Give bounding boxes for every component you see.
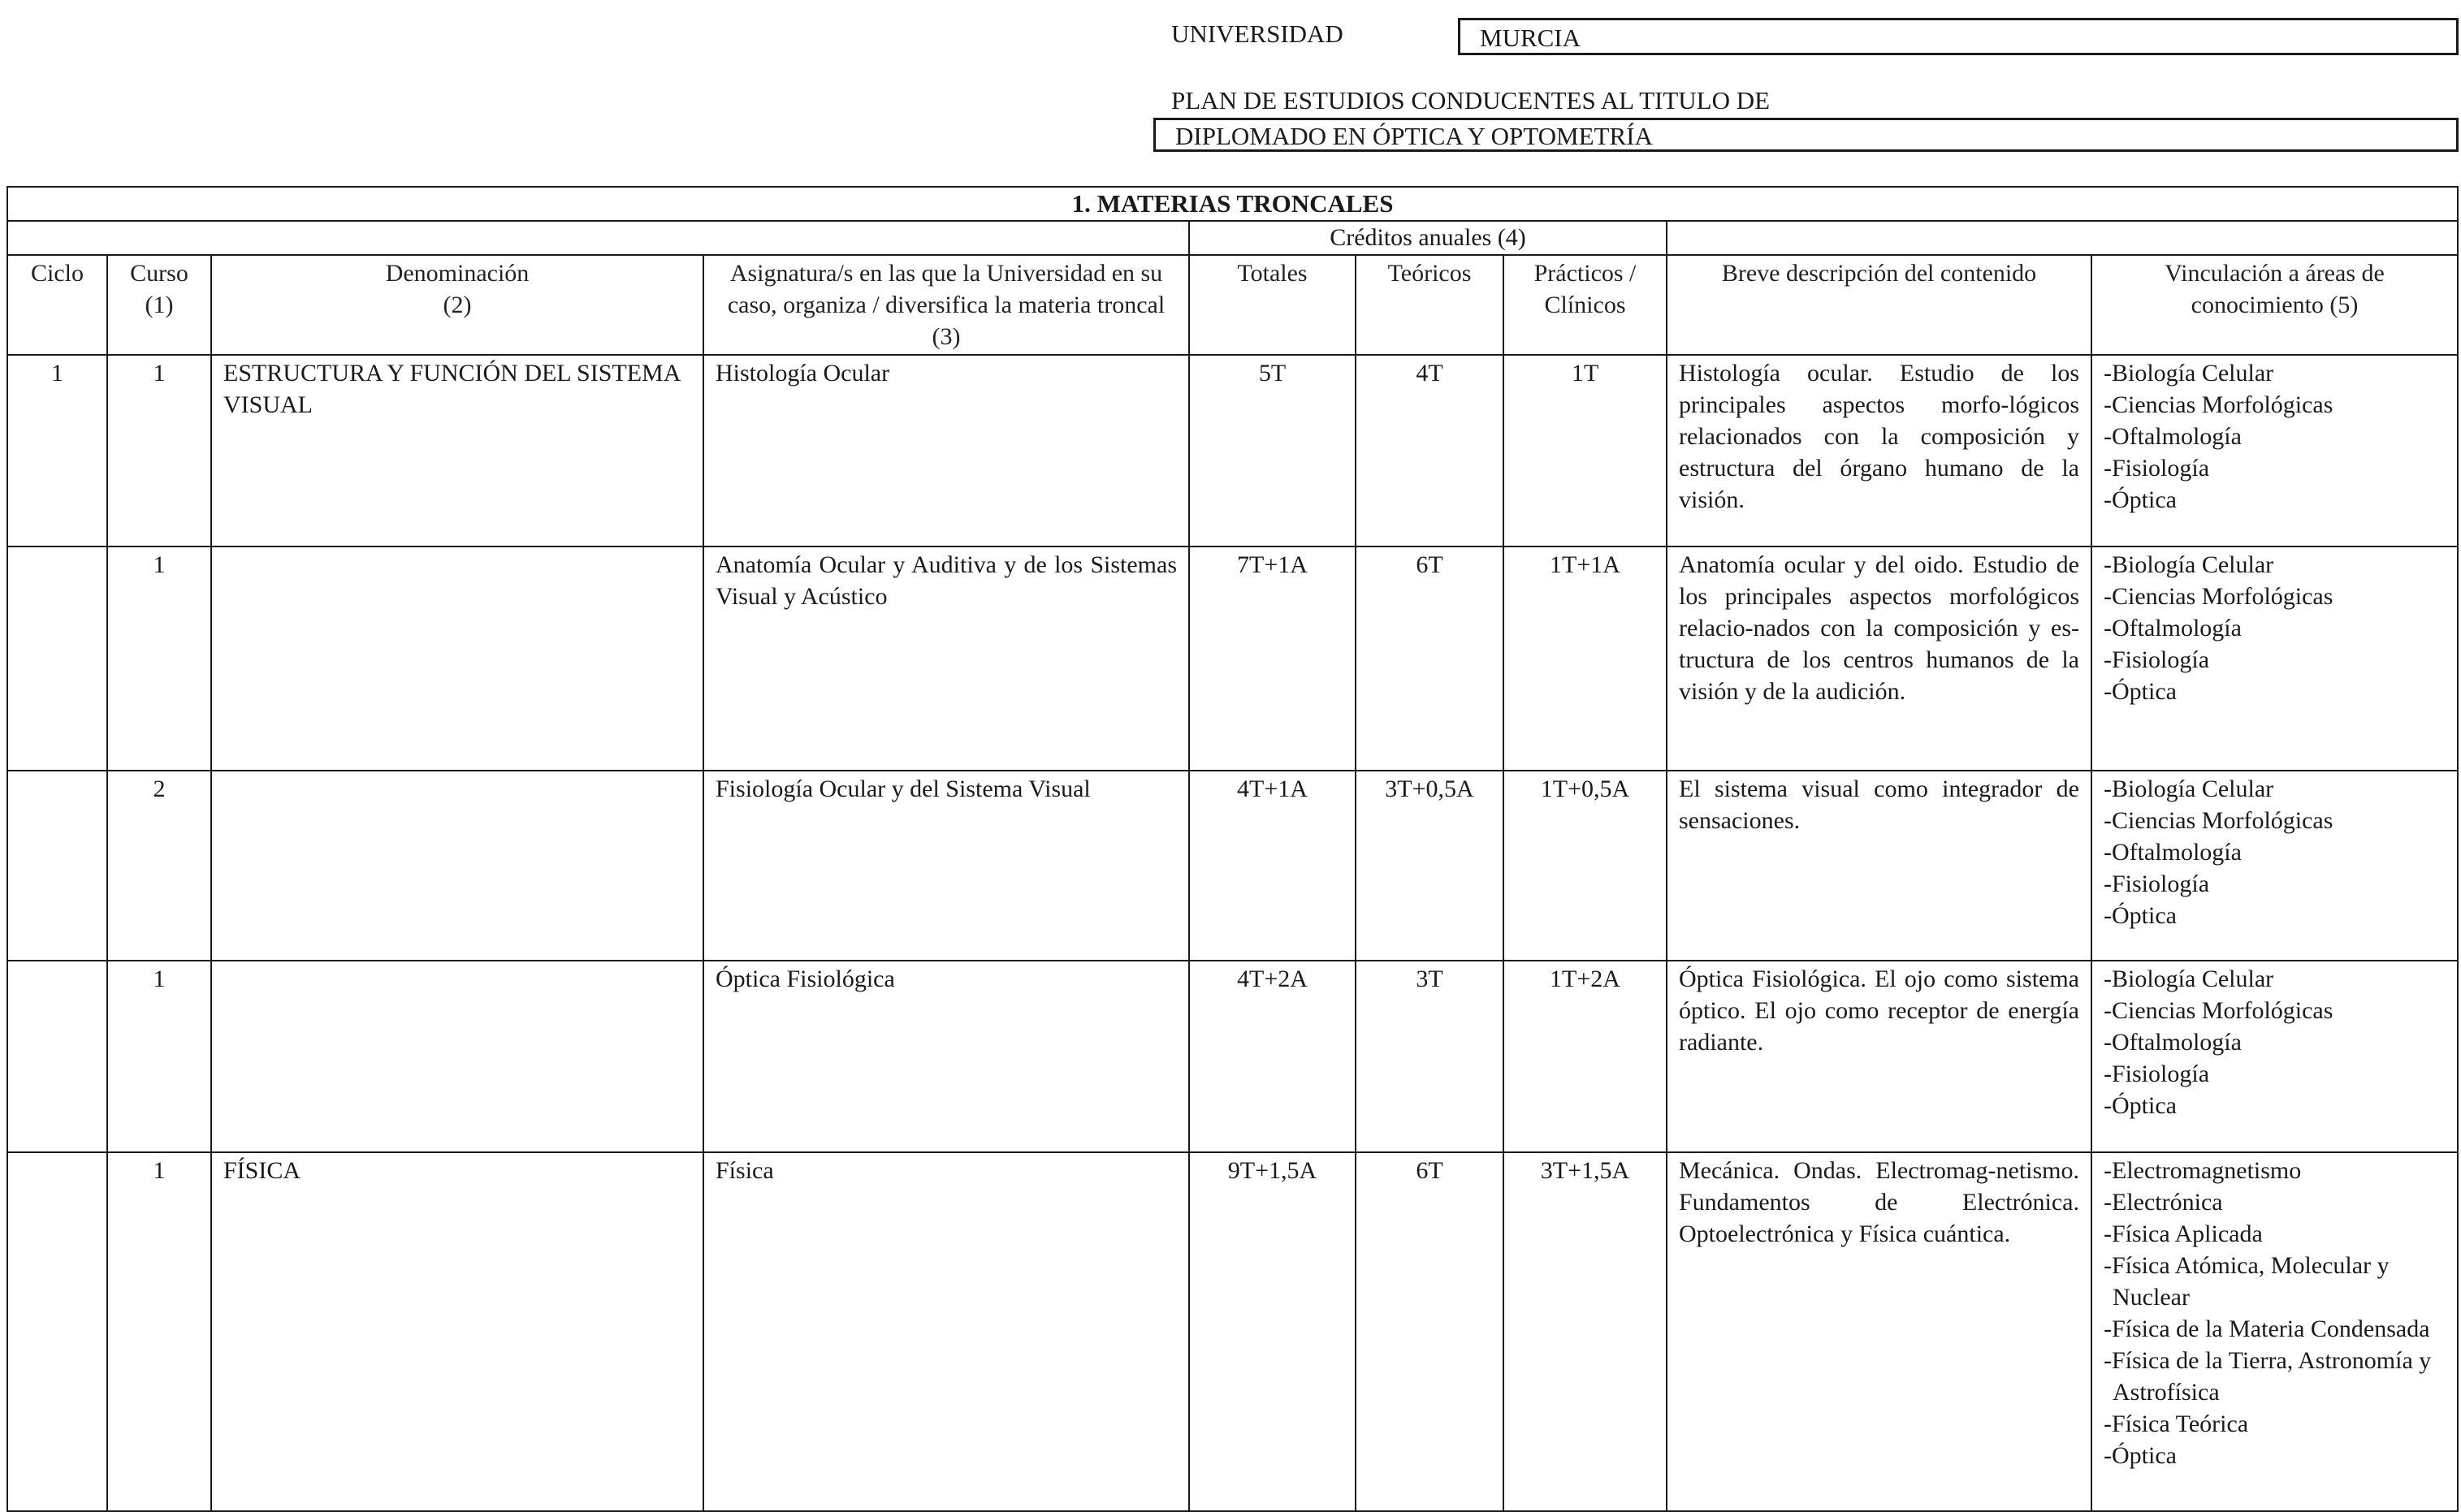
cell-areas bbox=[2091, 771, 2458, 961]
cell-teoricos: 6T bbox=[1356, 1152, 1503, 1511]
area-item: -Óptica bbox=[2104, 486, 2177, 513]
cell-curso: 1 bbox=[107, 1152, 211, 1511]
cell-denominacion: ESTRUCTURA Y FUNCIÓN DEL SISTEMA VISUAL bbox=[211, 355, 703, 546]
universidad-label: UNIVERSIDAD bbox=[1171, 19, 1343, 48]
cell-totales: 5T bbox=[1189, 355, 1356, 546]
table-row bbox=[7, 546, 2458, 771]
cell-ciclo: 1 bbox=[7, 355, 107, 546]
area-item: -Óptica bbox=[2104, 1442, 2177, 1469]
area-item: -Ciencias Morfológicas bbox=[2104, 391, 2333, 418]
area-item: -Óptica bbox=[2104, 1092, 2177, 1119]
cell-curso: 1 bbox=[107, 961, 211, 1152]
cell-areas bbox=[2091, 1152, 2458, 1511]
area-item: -Física de la Tierra, Astronomía y Astrofísica bbox=[2104, 1347, 2432, 1406]
cell-curso: 1 bbox=[107, 546, 211, 771]
table-row bbox=[7, 355, 2458, 546]
area-item: -Física de la Materia Condensada bbox=[2104, 1315, 2430, 1342]
cell-teoricos: 6T bbox=[1356, 546, 1503, 771]
col-totales: Totales bbox=[1189, 255, 1356, 355]
cell-areas bbox=[2091, 355, 2458, 546]
cell-denominacion bbox=[211, 961, 703, 1152]
area-item: -Biología Celular bbox=[2104, 360, 2274, 387]
cell-teoricos: 4T bbox=[1356, 355, 1503, 546]
credits-group-header: Créditos anuales (4) bbox=[1189, 221, 1667, 255]
area-item: -Óptica bbox=[2104, 678, 2177, 705]
degree-value-box: DIPLOMADO EN ÓPTICA Y OPTOMETRÍA bbox=[1153, 118, 2459, 152]
cell-asignatura: Fisiología Ocular y del Sistema Visual bbox=[703, 771, 1189, 961]
area-item: -Oftalmología bbox=[2104, 1029, 2242, 1056]
cell-asignatura: Anatomía Ocular y Auditiva y de los Sistemas Visual y Acústico bbox=[703, 546, 1189, 771]
table-row bbox=[7, 961, 2458, 1152]
cell-denominacion bbox=[211, 771, 703, 961]
cell-descripcion: Histología ocular. Estudio de los principales aspectos morfo-lógicos relacionados con la composición y estructura del órgano humano de la visión. bbox=[1667, 355, 2091, 546]
cell-ciclo bbox=[7, 546, 107, 771]
cell-curso: 2 bbox=[107, 771, 211, 961]
col-practicos: Prácticos / Clínicos bbox=[1503, 255, 1667, 355]
cell-totales: 9T+1,5A bbox=[1189, 1152, 1356, 1511]
universidad-value-box: MURCIA bbox=[1458, 18, 2459, 55]
cell-curso: 1 bbox=[107, 355, 211, 546]
cell-teoricos: 3T bbox=[1356, 961, 1503, 1152]
cell-descripcion: El sistema visual como integrador de sensaciones. bbox=[1667, 771, 2091, 961]
cell-practicos: 3T+1,5A bbox=[1503, 1152, 1667, 1511]
cell-practicos: 1T+0,5A bbox=[1503, 771, 1667, 961]
area-item: -Física Teórica bbox=[2104, 1410, 2249, 1437]
area-item: -Biología Celular bbox=[2104, 775, 2274, 802]
area-item: -Biología Celular bbox=[2104, 966, 2274, 992]
area-item: -Fisiología bbox=[2104, 455, 2210, 482]
col-ciclo: Ciclo bbox=[7, 255, 107, 355]
area-item: -Oftalmología bbox=[2104, 615, 2242, 642]
plan-label: PLAN DE ESTUDIOS CONDUCENTES AL TITULO DE bbox=[1171, 86, 1771, 114]
cell-totales: 7T+1A bbox=[1189, 546, 1356, 771]
cell-asignatura: Física bbox=[703, 1152, 1189, 1511]
cell-areas bbox=[2091, 546, 2458, 771]
cell-descripcion: Anatomía ocular y del oido. Estudio de los principales aspectos morfológicos relacio-nados con la composición y es-tructura de los centros humanos de la visión y de la audición. bbox=[1667, 546, 2091, 771]
area-item: -Óptica bbox=[2104, 902, 2177, 929]
area-item: -Oftalmología bbox=[2104, 839, 2242, 866]
cell-areas bbox=[2091, 961, 2458, 1152]
cell-totales: 4T+2A bbox=[1189, 961, 1356, 1152]
col-denominacion: Denominación (2) bbox=[211, 255, 703, 355]
cell-ciclo bbox=[7, 771, 107, 961]
cell-practicos: 1T+2A bbox=[1503, 961, 1667, 1152]
cell-asignatura: Óptica Fisiológica bbox=[703, 961, 1189, 1152]
cell-totales: 4T+1A bbox=[1189, 771, 1356, 961]
col-descripcion: Breve descripción del contenido bbox=[1667, 255, 2091, 355]
cell-ciclo bbox=[7, 961, 107, 1152]
area-item: -Física Aplicada bbox=[2104, 1220, 2263, 1247]
area-item: -Biología Celular bbox=[2104, 551, 2274, 578]
area-item: -Ciencias Morfológicas bbox=[2104, 997, 2333, 1024]
col-teoricos: Teóricos bbox=[1356, 255, 1503, 355]
cell-practicos: 1T bbox=[1503, 355, 1667, 546]
cell-descripcion: Óptica Fisiológica. El ojo como sistema óptico. El ojo como receptor de energía radiante. bbox=[1667, 961, 2091, 1152]
col-vinculacion: Vinculación a áreas de conocimiento (5) bbox=[2091, 255, 2458, 355]
cell-asignatura: Histología Ocular bbox=[703, 355, 1189, 546]
area-item: -Electromagnetismo bbox=[2104, 1157, 2302, 1184]
area-item: -Física Atómica, Molecular y Nuclear bbox=[2104, 1252, 2390, 1311]
cell-descripcion: Mecánica. Ondas. Electromag-netismo. Fundamentos de Electrónica. Optoelectrónica y Física cuántica. bbox=[1667, 1152, 2091, 1511]
table-row bbox=[7, 771, 2458, 961]
area-item: -Fisiología bbox=[2104, 1061, 2210, 1087]
cell-denominacion: FÍSICA bbox=[211, 1152, 703, 1511]
area-item: -Ciencias Morfológicas bbox=[2104, 583, 2333, 610]
area-item: -Fisiología bbox=[2104, 870, 2210, 897]
col-curso: Curso (1) bbox=[107, 255, 211, 355]
materias-troncales-table bbox=[6, 186, 2457, 1512]
cell-denominacion bbox=[211, 546, 703, 771]
area-item: -Fisiología bbox=[2104, 646, 2210, 673]
area-item: -Electrónica bbox=[2104, 1189, 2223, 1216]
area-item: -Ciencias Morfológicas bbox=[2104, 807, 2333, 834]
cell-teoricos: 3T+0,5A bbox=[1356, 771, 1503, 961]
area-item: -Oftalmología bbox=[2104, 423, 2242, 450]
cell-practicos: 1T+1A bbox=[1503, 546, 1667, 771]
table-title: 1. MATERIAS TRONCALES bbox=[7, 187, 2458, 221]
col-asignaturas: Asignatura/s en las que la Universidad en su caso, organiza / diversifica la materia troncal (3) bbox=[703, 255, 1189, 355]
table-row bbox=[7, 1152, 2458, 1511]
cell-ciclo bbox=[7, 1152, 107, 1511]
